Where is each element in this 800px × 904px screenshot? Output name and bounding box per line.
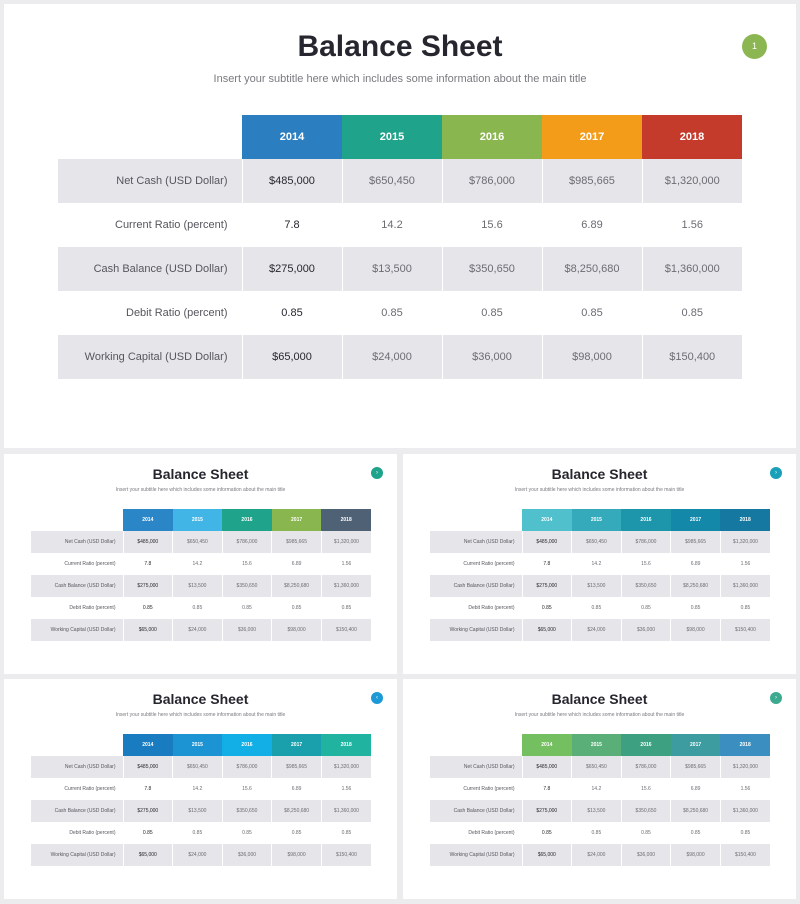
row-label: Working Capital (USD Dollar) xyxy=(31,844,123,866)
table-row xyxy=(430,531,770,553)
row-label: Cash Balance (USD Dollar) xyxy=(430,575,522,597)
year-header-2014: 2014 xyxy=(123,509,173,531)
slide-variant-2 xyxy=(403,454,796,674)
table-row xyxy=(31,575,371,597)
table-cell: 0.85 xyxy=(720,597,770,619)
year-header-2015: 2015 xyxy=(342,115,442,159)
slide-subtitle: Insert your subtitle here which includes some information about the main title xyxy=(213,73,587,85)
year-header-row xyxy=(430,734,770,756)
table-cell: 0.85 xyxy=(342,291,442,335)
table-cell: $485,000 xyxy=(522,531,572,553)
table-cell: 0.85 xyxy=(572,822,622,844)
table-cell: $1,320,000 xyxy=(720,756,770,778)
row-label: Cash Balance (USD Dollar) xyxy=(58,247,242,291)
table-cell: 6.89 xyxy=(671,553,721,575)
chevron-right-icon[interactable]: › xyxy=(770,467,782,479)
table-cell: $36,000 xyxy=(222,844,272,866)
table-cell: $485,000 xyxy=(242,159,342,203)
table-cell: 6.89 xyxy=(542,203,642,247)
slide-subtitle: Insert your subtitle here which includes some information about the main title xyxy=(115,487,286,493)
slide-variant-4 xyxy=(403,679,796,899)
table-cell: $1,360,000 xyxy=(720,800,770,822)
table-cell: $985,665 xyxy=(272,756,322,778)
table-cell: $786,000 xyxy=(222,756,272,778)
table-cell: $985,665 xyxy=(272,531,322,553)
table-cell: $485,000 xyxy=(123,756,173,778)
year-header-row xyxy=(31,734,371,756)
table-cell: $650,450 xyxy=(173,531,223,553)
year-header-2015: 2015 xyxy=(572,734,622,756)
balance-sheet-table xyxy=(58,115,742,379)
table-cell: $8,250,680 xyxy=(542,247,642,291)
slide-subtitle: Insert your subtitle here which includes some information about the main title xyxy=(115,712,286,718)
table-cell: 1.56 xyxy=(642,203,742,247)
table-cell: 0.85 xyxy=(242,291,342,335)
year-header-2016: 2016 xyxy=(621,509,671,531)
table-cell: $98,000 xyxy=(272,844,322,866)
table-cell: $1,320,000 xyxy=(321,531,371,553)
table-cell: $13,500 xyxy=(572,800,622,822)
table-cell: 6.89 xyxy=(272,553,322,575)
table-row xyxy=(430,619,770,641)
table-cell: 0.85 xyxy=(522,822,572,844)
year-header-2016: 2016 xyxy=(222,509,272,531)
slide-variant-3 xyxy=(4,679,397,899)
table-cell: $1,360,000 xyxy=(642,247,742,291)
table-cell: $786,000 xyxy=(442,159,542,203)
table-cell: $786,000 xyxy=(621,531,671,553)
table-cell: $1,360,000 xyxy=(321,575,371,597)
row-label: Current Ratio (percent) xyxy=(31,553,123,575)
table-row xyxy=(430,597,770,619)
table-cell: 15.6 xyxy=(621,553,671,575)
table-cell: 0.85 xyxy=(720,822,770,844)
balance-sheet-table xyxy=(31,509,371,641)
row-label: Net Cash (USD Dollar) xyxy=(31,531,123,553)
table-row xyxy=(58,247,742,291)
year-header-2017: 2017 xyxy=(272,509,322,531)
table-cell: 14.2 xyxy=(173,778,223,800)
year-header-row xyxy=(58,115,742,159)
year-header-2016: 2016 xyxy=(442,115,542,159)
row-label: Current Ratio (percent) xyxy=(430,553,522,575)
table-cell: 0.85 xyxy=(671,822,721,844)
slide-title: Balance Sheet xyxy=(152,466,249,482)
table-cell: $65,000 xyxy=(522,619,572,641)
row-label: Net Cash (USD Dollar) xyxy=(430,756,522,778)
year-header-row xyxy=(430,509,770,531)
table-cell: $150,400 xyxy=(642,335,742,379)
year-header-2018: 2018 xyxy=(642,115,742,159)
table-row xyxy=(58,159,742,203)
table-cell: 0.85 xyxy=(222,597,272,619)
balance-sheet-table xyxy=(430,734,770,866)
table-cell: 0.85 xyxy=(321,597,371,619)
table-cell: $36,000 xyxy=(621,619,671,641)
year-header-2017: 2017 xyxy=(671,509,721,531)
row-label: Cash Balance (USD Dollar) xyxy=(430,800,522,822)
table-cell: $350,650 xyxy=(222,800,272,822)
table-cell: $98,000 xyxy=(671,619,721,641)
row-label: Current Ratio (percent) xyxy=(31,778,123,800)
table-cell: 0.85 xyxy=(442,291,542,335)
table-cell: 0.85 xyxy=(272,597,322,619)
table-cell: 1.56 xyxy=(720,553,770,575)
table-cell: $350,650 xyxy=(222,575,272,597)
slide-variant-1 xyxy=(4,454,397,674)
table-cell: 0.85 xyxy=(621,822,671,844)
table-cell: 0.85 xyxy=(222,822,272,844)
row-label: Net Cash (USD Dollar) xyxy=(430,531,522,553)
table-row xyxy=(31,822,371,844)
table-cell: $8,250,680 xyxy=(671,800,721,822)
table-cell: $13,500 xyxy=(173,800,223,822)
table-cell: $65,000 xyxy=(123,844,173,866)
table-cell: $65,000 xyxy=(123,619,173,641)
table-row xyxy=(58,291,742,335)
table-cell: $36,000 xyxy=(442,335,542,379)
table-row xyxy=(430,756,770,778)
table-cell: 14.2 xyxy=(173,553,223,575)
table-cell: 15.6 xyxy=(222,778,272,800)
table-cell: $985,665 xyxy=(671,756,721,778)
table-cell: $13,500 xyxy=(173,575,223,597)
table-cell: 7.8 xyxy=(242,203,342,247)
header-corner xyxy=(430,734,522,756)
year-header-2014: 2014 xyxy=(522,509,572,531)
table-row xyxy=(31,531,371,553)
table-cell: 14.2 xyxy=(572,778,622,800)
table-cell: 0.85 xyxy=(671,597,721,619)
table-cell: $150,400 xyxy=(720,844,770,866)
table-cell: 14.2 xyxy=(572,553,622,575)
table-cell: $275,000 xyxy=(123,575,173,597)
year-header-2018: 2018 xyxy=(720,509,770,531)
header-corner xyxy=(430,509,522,531)
table-cell: $24,000 xyxy=(173,619,223,641)
table-cell: 7.8 xyxy=(123,778,173,800)
table-cell: 0.85 xyxy=(522,597,572,619)
table-cell: $786,000 xyxy=(222,531,272,553)
table-cell: 15.6 xyxy=(621,778,671,800)
table-cell: $650,450 xyxy=(342,159,442,203)
row-label: Debit Ratio (percent) xyxy=(58,291,242,335)
page-number-badge: 1 xyxy=(742,34,767,59)
header-corner xyxy=(31,509,123,531)
table-cell: $24,000 xyxy=(173,844,223,866)
table-cell: $1,320,000 xyxy=(720,531,770,553)
table-cell: 0.85 xyxy=(123,822,173,844)
row-label: Net Cash (USD Dollar) xyxy=(58,159,242,203)
slide-title: Balance Sheet xyxy=(297,30,503,63)
table-cell: $985,665 xyxy=(542,159,642,203)
table-cell: 14.2 xyxy=(342,203,442,247)
table-cell: 7.8 xyxy=(522,553,572,575)
year-header-2014: 2014 xyxy=(242,115,342,159)
row-label: Cash Balance (USD Dollar) xyxy=(31,575,123,597)
slide-subtitle: Insert your subtitle here which includes some information about the main title xyxy=(514,712,685,718)
table-cell: $985,665 xyxy=(671,531,721,553)
row-label: Working Capital (USD Dollar) xyxy=(31,619,123,641)
table-row xyxy=(31,553,371,575)
table-cell: 1.56 xyxy=(321,553,371,575)
table-cell: $150,400 xyxy=(720,619,770,641)
year-header-2014: 2014 xyxy=(522,734,572,756)
table-row xyxy=(430,553,770,575)
table-row xyxy=(430,778,770,800)
table-cell: $650,450 xyxy=(572,531,622,553)
table-cell: $1,320,000 xyxy=(642,159,742,203)
year-header-2015: 2015 xyxy=(173,734,223,756)
year-header-2017: 2017 xyxy=(272,734,322,756)
table-cell: $485,000 xyxy=(123,531,173,553)
table-row xyxy=(31,597,371,619)
chevron-left-icon[interactable]: ‹ xyxy=(371,692,383,704)
table-cell: $350,650 xyxy=(621,800,671,822)
table-row xyxy=(58,203,742,247)
table-cell: $8,250,680 xyxy=(671,575,721,597)
table-cell: $275,000 xyxy=(522,800,572,822)
table-cell: 0.85 xyxy=(542,291,642,335)
balance-sheet-table xyxy=(430,509,770,641)
table-cell: $150,400 xyxy=(321,844,371,866)
table-row xyxy=(31,778,371,800)
table-cell: 0.85 xyxy=(123,597,173,619)
year-header-2016: 2016 xyxy=(621,734,671,756)
row-label: Cash Balance (USD Dollar) xyxy=(31,800,123,822)
year-header-row xyxy=(31,509,371,531)
table-cell: 6.89 xyxy=(272,778,322,800)
year-header-2018: 2018 xyxy=(720,734,770,756)
table-row xyxy=(430,575,770,597)
table-cell: $150,400 xyxy=(321,619,371,641)
slide-title: Balance Sheet xyxy=(551,691,648,707)
table-cell: $36,000 xyxy=(222,619,272,641)
table-cell: $98,000 xyxy=(671,844,721,866)
table-cell: 7.8 xyxy=(123,553,173,575)
table-cell: $1,320,000 xyxy=(321,756,371,778)
row-label: Current Ratio (percent) xyxy=(430,778,522,800)
table-row xyxy=(31,619,371,641)
table-cell: $98,000 xyxy=(542,335,642,379)
table-cell: $1,360,000 xyxy=(321,800,371,822)
header-corner xyxy=(31,734,123,756)
header-corner xyxy=(58,115,242,159)
table-cell: $275,000 xyxy=(123,800,173,822)
table-cell: 15.6 xyxy=(222,553,272,575)
table-cell: 1.56 xyxy=(321,778,371,800)
table-cell: $13,500 xyxy=(572,575,622,597)
row-label: Net Cash (USD Dollar) xyxy=(31,756,123,778)
table-cell: $24,000 xyxy=(342,335,442,379)
table-cell: 0.85 xyxy=(621,597,671,619)
table-cell: 0.85 xyxy=(321,822,371,844)
row-label: Working Capital (USD Dollar) xyxy=(430,619,522,641)
table-row xyxy=(31,756,371,778)
table-row xyxy=(31,844,371,866)
table-cell: $275,000 xyxy=(242,247,342,291)
table-cell: $98,000 xyxy=(272,619,322,641)
table-row xyxy=(31,800,371,822)
table-cell: $8,250,680 xyxy=(272,575,322,597)
slide-title: Balance Sheet xyxy=(551,466,648,482)
table-cell: 1.56 xyxy=(720,778,770,800)
table-cell: $650,450 xyxy=(173,756,223,778)
table-cell: $1,360,000 xyxy=(720,575,770,597)
year-header-2015: 2015 xyxy=(572,509,622,531)
table-cell: 0.85 xyxy=(272,822,322,844)
table-row xyxy=(430,822,770,844)
table-cell: $24,000 xyxy=(572,844,622,866)
table-row xyxy=(430,844,770,866)
year-header-2017: 2017 xyxy=(671,734,721,756)
row-label: Debit Ratio (percent) xyxy=(430,822,522,844)
table-cell: 6.89 xyxy=(671,778,721,800)
year-header-2014: 2014 xyxy=(123,734,173,756)
table-cell: $275,000 xyxy=(522,575,572,597)
row-label: Working Capital (USD Dollar) xyxy=(430,844,522,866)
year-header-2015: 2015 xyxy=(173,509,223,531)
table-cell: 0.85 xyxy=(173,822,223,844)
table-row xyxy=(58,335,742,379)
year-header-2016: 2016 xyxy=(222,734,272,756)
table-cell: 15.6 xyxy=(442,203,542,247)
chevron-right-icon[interactable]: › xyxy=(770,692,782,704)
table-cell: 0.85 xyxy=(572,597,622,619)
year-header-2018: 2018 xyxy=(321,509,371,531)
table-cell: $65,000 xyxy=(242,335,342,379)
table-cell: 0.85 xyxy=(642,291,742,335)
table-cell: $65,000 xyxy=(522,844,572,866)
slide-title: Balance Sheet xyxy=(152,691,249,707)
table-cell: $650,450 xyxy=(572,756,622,778)
table-cell: $350,650 xyxy=(442,247,542,291)
table-row xyxy=(430,800,770,822)
table-cell: $485,000 xyxy=(522,756,572,778)
year-header-2018: 2018 xyxy=(321,734,371,756)
slide-subtitle: Insert your subtitle here which includes some information about the main title xyxy=(514,487,685,493)
row-label: Current Ratio (percent) xyxy=(58,203,242,247)
table-cell: 7.8 xyxy=(522,778,572,800)
year-header-2017: 2017 xyxy=(542,115,642,159)
table-cell: 0.85 xyxy=(173,597,223,619)
row-label: Debit Ratio (percent) xyxy=(31,597,123,619)
table-cell: $8,250,680 xyxy=(272,800,322,822)
table-cell: $786,000 xyxy=(621,756,671,778)
chevron-right-icon[interactable]: › xyxy=(371,467,383,479)
balance-sheet-table xyxy=(31,734,371,866)
row-label: Debit Ratio (percent) xyxy=(430,597,522,619)
table-cell: $350,650 xyxy=(621,575,671,597)
row-label: Working Capital (USD Dollar) xyxy=(58,335,242,379)
table-cell: $24,000 xyxy=(572,619,622,641)
row-label: Debit Ratio (percent) xyxy=(31,822,123,844)
table-cell: $36,000 xyxy=(621,844,671,866)
table-cell: $13,500 xyxy=(342,247,442,291)
slide-main xyxy=(4,4,796,448)
